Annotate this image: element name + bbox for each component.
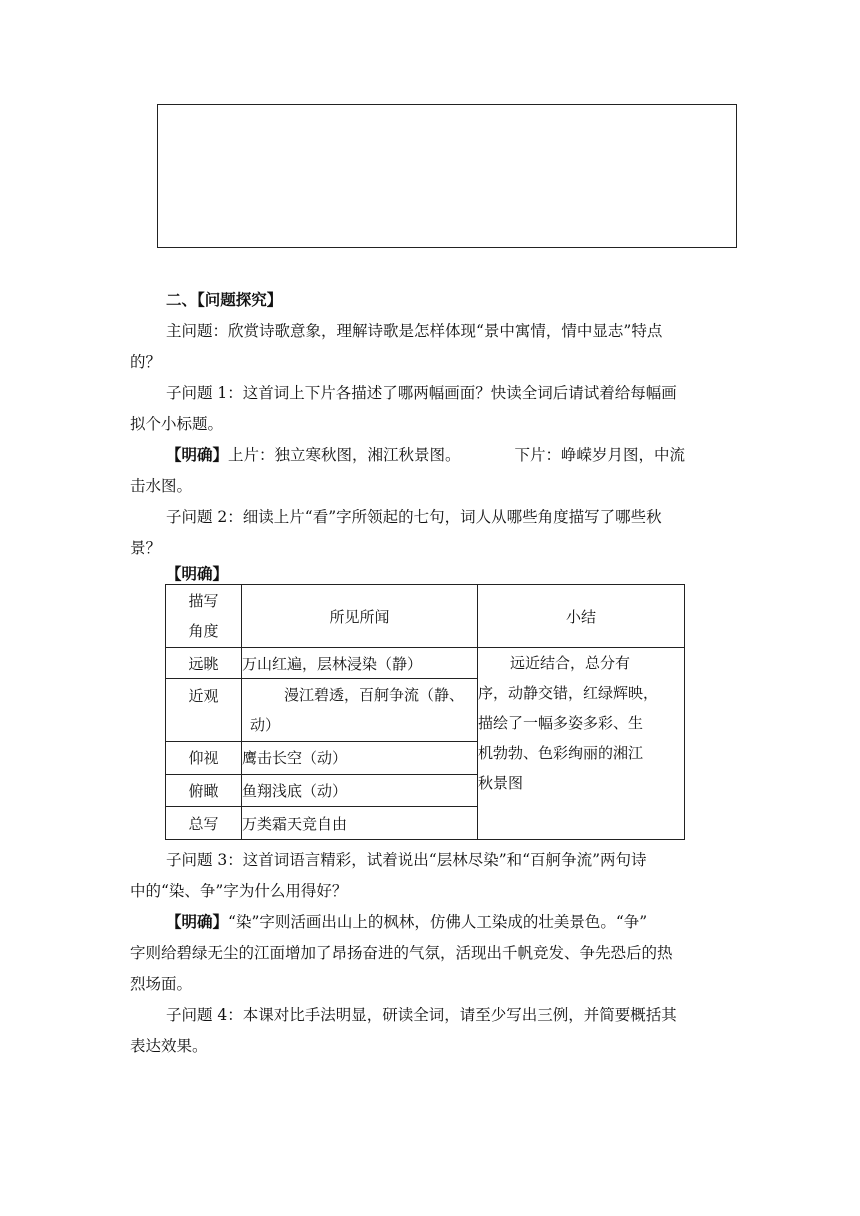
summary-line: 机勃勃、色彩绚丽的湘江 — [478, 744, 644, 763]
section-heading: 二、【问题探究】 — [166, 290, 283, 309]
header-seen: 所见所闻 — [242, 585, 478, 648]
q3-answer-label: 【明确】 — [166, 912, 229, 931]
summary-line: 秋景图 — [478, 774, 524, 793]
q4-line1: 子问题 4：本课对比手法明显，研读全词，请至少写出三例，并简要概括其 — [166, 1006, 677, 1024]
row-seen — [242, 678, 478, 741]
q1-line1: 子问题 1：这首词上下片各描述了哪两幅画面？快读全词后请试着给每幅画 — [166, 384, 677, 402]
q4-line2: 表达效果。 — [130, 1037, 208, 1055]
summary-line: 描绘了一幅多姿多彩、生 — [478, 714, 644, 733]
row-angle: 近观 — [166, 678, 242, 741]
main-question-line1: 主问题：欣赏诗歌意象，理解诗歌是怎样体现“景中寓情，情中显志”特点 — [166, 322, 663, 340]
row-seen-line2: 动） — [250, 715, 281, 734]
summary-cell — [478, 648, 685, 840]
row-seen: 万山红遍，层林浸染（静） — [242, 648, 478, 679]
header-summary: 小结 — [478, 585, 685, 648]
q2-line2: 景？ — [130, 539, 162, 557]
description-table — [165, 584, 685, 840]
row-angle: 俯瞰 — [166, 774, 242, 807]
q3-answer-line1: “染”字则活画出山上的枫林，仿佛人工染成的壮美景色。“争” — [228, 913, 648, 931]
row-seen-line1: 漫江碧透，百舸争流（静、 — [284, 685, 465, 704]
q1-answer-part1: 上片：独立寒秋图，湘江秋景图。 — [228, 446, 461, 464]
header-angle-line1: 描写 — [188, 592, 219, 611]
row-angle: 总写 — [166, 807, 242, 840]
row-angle: 远眺 — [166, 648, 242, 679]
summary-line: 远近结合，总分有 — [510, 654, 631, 673]
q2-answer-label: 【明确】 — [166, 564, 229, 583]
q1-answer-label: 【明确】 — [166, 445, 229, 464]
main-question-line2: 的？ — [130, 353, 162, 371]
q2-line1: 子问题 2：细读上片“看”字所领起的七句，词人从哪些角度描写了哪些秋 — [166, 508, 662, 526]
q1-line2: 拟个小标题。 — [130, 415, 224, 433]
q3-answer-line3: 烈场面。 — [130, 975, 193, 993]
row-seen: 鱼翔浅底（动） — [242, 774, 478, 807]
row-seen: 万类霜天竞自由 — [242, 807, 478, 840]
q1-answer-part2: 下片：峥嵘岁月图，中流 — [514, 446, 686, 464]
table-row — [166, 648, 685, 679]
q3-line2: 中的“染、争”字为什么用得好？ — [130, 882, 348, 900]
q1-answer — [166, 445, 766, 465]
q1-answer-line2: 击水图。 — [130, 477, 193, 495]
answer-box — [157, 104, 737, 248]
table-header-row — [166, 585, 685, 648]
q3-answer-line2: 字则给碧绿无尘的江面增加了昂扬奋进的气氛，活现出千帆竞发、争先恐后的热 — [130, 944, 673, 962]
summary-line: 序，动静交错，红绿辉映， — [478, 684, 659, 703]
header-angle-line2: 角度 — [188, 622, 219, 641]
row-seen: 鹰击长空（动） — [242, 742, 478, 775]
q3-line1: 子问题 3：这首词语言精彩，试着说出“层林尽染”和“百舸争流”两句诗 — [166, 851, 647, 869]
header-angle — [166, 585, 242, 648]
q3-answer — [166, 912, 766, 932]
row-angle: 仰视 — [166, 742, 242, 775]
